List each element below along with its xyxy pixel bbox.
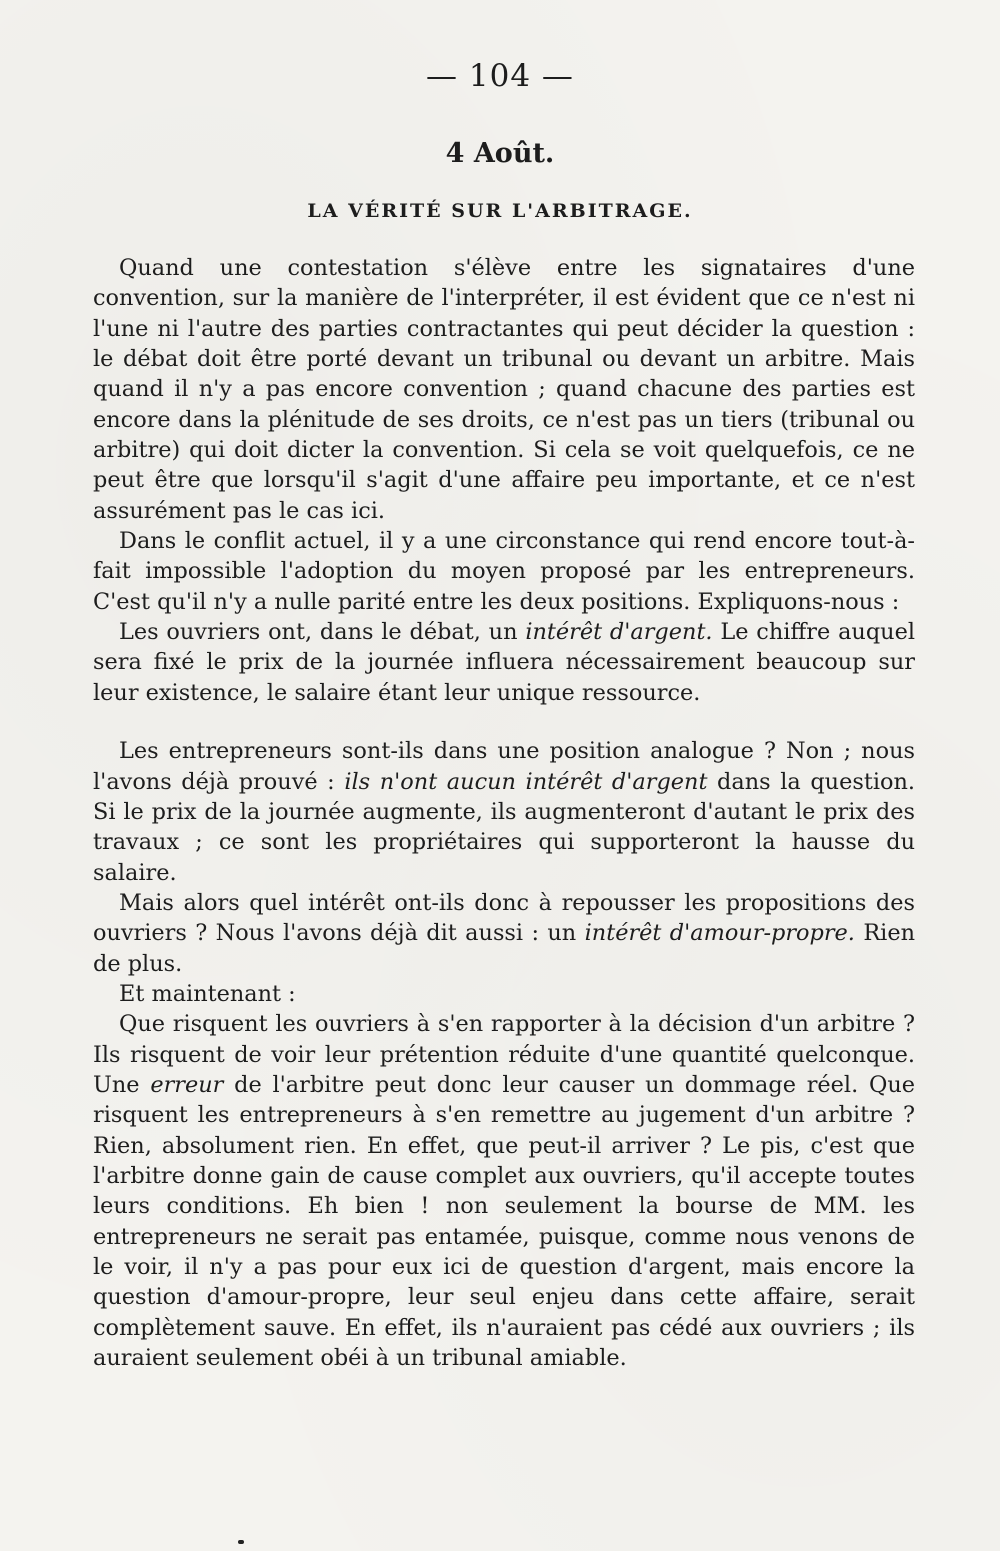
- emphasis: intérêt d'argent.: [525, 619, 713, 646]
- article-body: [93, 253, 915, 1373]
- paragraph-5: Mais alors quel intérêt ont-ils donc à repousser les propositions des ouvriers ? Nous l'avons déjà dit aussi : un intérêt d'amour-propre. Rien de plus.: [93, 889, 916, 977]
- paragraph-2: Dans le conflit actuel, il y a une circonstance qui rend encore tout-à-fait impossible l'adoption du moyen proposé par les entrepreneurs. C'est qu'il n'y a nulle parité entre les deux positions. Expliquons-nous :: [93, 528, 915, 615]
- paragraph-7: Que risquent les ouvriers à s'en rapporter à la décision d'un arbitre ? Ils risquent de voir leur prétention réduite d'une quantité quelconque. Une erreur de l'arbitre peut donc leur causer un dommage réel. Que risquent les entrepreneurs à s'en remettre au jugement d'un arbitre ? Rien, absolument rien. En effet, que peut-il arriver ? Le pis, c'est que l'arbitre donne gain de cause complet aux ouvriers, qu'il accepte toutes leurs conditions. Eh bien ! non seulement la bourse de MM. les entrepreneurs ne serait pas entamée, puisque, comme nous venons de le voir, il n'y a pas pour eux ici de question d'argent, mais encore la question d'amour-propre, leur seul enjeu dans cette affaire, serait complètement sauve. En effet, ils n'auraient pas cédé aux ouvriers ; ils auraient seulement obéi à un tribunal amiable.: [93, 1011, 915, 1372]
- emphasis: intérêt d'amour-propre.: [584, 920, 855, 947]
- emphasis: erreur: [150, 1071, 224, 1098]
- paragraph-3: Les ouvriers ont, dans le débat, un intérêt d'argent. Le chiffre auquel sera fixé le prix de la journée influera nécessairement beaucoup sur leur existence, le salaire étant leur unique ressource.: [93, 619, 915, 706]
- page-number: — 104 —: [426, 58, 574, 94]
- ink-speck: [238, 1540, 244, 1544]
- article-title: LA VÉRITÉ SUR L'ARBITRAGE.: [307, 200, 693, 222]
- paragraph-6: Et maintenant :: [119, 980, 296, 1007]
- paragraph-1: Quand une contestation s'élève entre les signataires d'une convention, sur la manière de l'interpréter, il est évident que ce n'est ni l'une ni l'autre des parties contractantes qui peut décider la question : le débat doit être porté devant un tribunal ou devant un arbitre. Mais quand il n'y a pas encore convention ; quand chacune des parties est encore dans la plénitude de ses droits, ce n'est pas un tiers (tribunal ou arbitre) qui doit dicter la convention. Si cela se voit quelquefois, ce ne peut être que lorsqu'il s'agit d'une affaire peu importante, et ce n'est assurément pas le cas ici.: [93, 255, 915, 524]
- emphasis: ils n'ont aucun intérêt d'argent: [344, 768, 708, 795]
- section-date: 4 Août.: [445, 138, 555, 169]
- paragraph-4: Les entrepreneurs sont-ils dans une position analogue ? Non ; nous l'avons déjà prouvé : ils n'ont aucun intérêt d'argent dans la question. Si le prix de la journée augmente, ils augmenteront d'autant le prix des travaux ; ce sont les propriétaires qui supporteront la hausse du salaire.: [93, 738, 915, 886]
